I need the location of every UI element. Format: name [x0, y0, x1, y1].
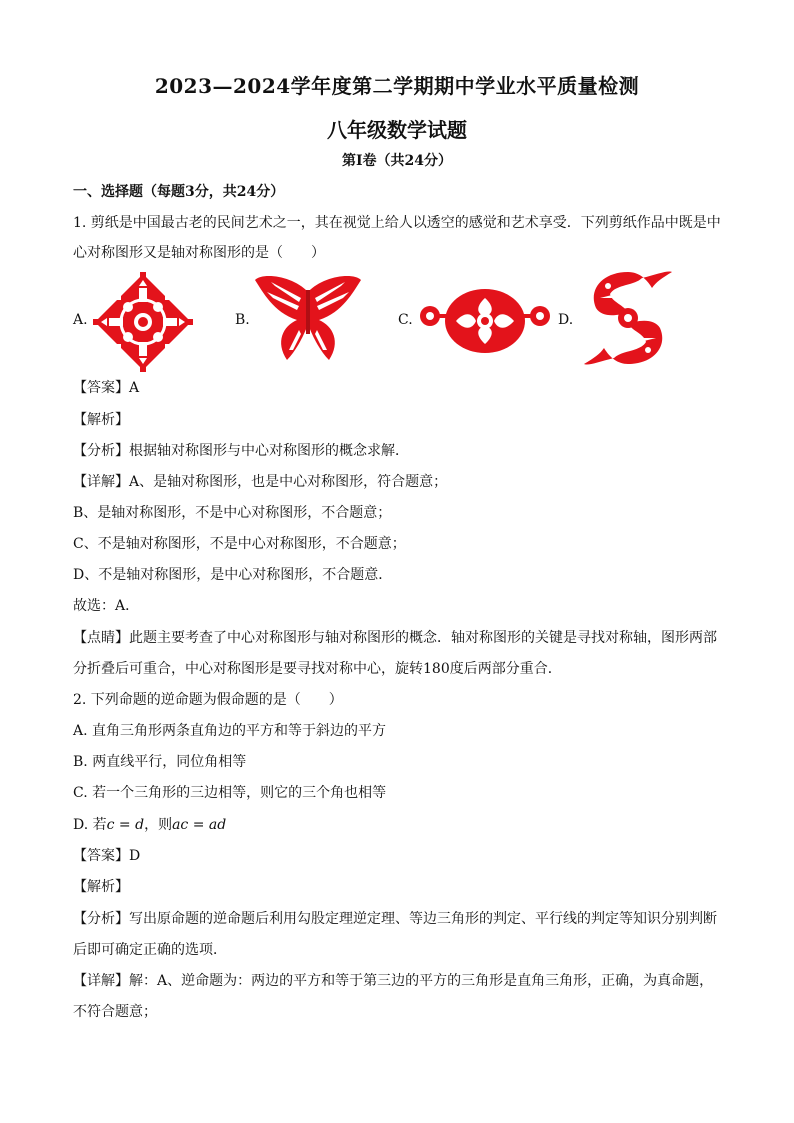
q1-dianjing-line1: 【点睛】此题主要考查了中心对称图形与轴对称图形的概念．轴对称图形的关键是寻找对称轴，图形两部: [73, 630, 717, 646]
q1-stem-line1: 1. 剪纸是中国最古老的民间艺术之一，其在视觉上给人以透空的感觉和艺术享受．下列剪纸作品中既是中: [73, 215, 721, 231]
q2-stem: 2. 下列命题的逆命题为假命题的是（ ）: [73, 692, 343, 708]
option-label: B.: [235, 312, 250, 328]
q1-option-a: [73, 268, 203, 370]
q2-option-d-math2: ac = ad: [172, 817, 227, 833]
q1-fenxi: 【分析】根据轴对称图形与中心对称图形的概念求解．: [73, 443, 409, 459]
q2-option-d-mid: ，则: [144, 817, 173, 833]
q2-option-c: C. 若一个三角形的三边相等，则它的三个角也相等: [73, 785, 387, 801]
q2-option-d-math1: c = d: [106, 817, 145, 833]
volume-heading: 第Ⅰ卷（共24分）: [341, 153, 453, 169]
q1-options: [73, 268, 733, 370]
q2-option-d: [73, 815, 733, 835]
option-label: A.: [73, 312, 88, 328]
q1-b-line: B、是轴对称图形，不是中心对称图形，不合题意；: [73, 505, 392, 521]
butterfly-papercut-icon: [253, 272, 363, 366]
q2-option-b: B. 两直线平行，同位角相等: [73, 754, 247, 770]
q2-xiangjie-line1: 【详解】解：A、逆命题为：两边的平方和等于第三边的平方的三角形是直角三角形，正确，为真命题，: [73, 973, 714, 989]
q2-answer: 【答案】D: [73, 848, 141, 864]
q1-option-d: [558, 268, 733, 370]
exam-subtitle: 八年级数学试题: [327, 118, 467, 142]
option-label: C.: [398, 312, 413, 328]
exam-title: 2023—2024学年度第二学期期中学业水平质量检测: [154, 74, 640, 98]
q2-analysis-label: 【解析】: [73, 879, 129, 895]
snowflake-papercut-icon: [93, 272, 193, 372]
q1-answer: 【答案】A: [73, 380, 140, 396]
q1-analysis-label: 【解析】: [73, 412, 129, 428]
q1-option-b: [235, 268, 375, 370]
q2-option-d-prefix: D. 若: [73, 817, 107, 833]
q1-option-c: [398, 268, 558, 370]
q1-dianjing-line2: 分折叠后可重合，中心对称图形是要寻找对称中心，旋转180度后两部分重合．: [73, 661, 562, 677]
q1-d-line: D、不是轴对称图形，是中心对称图形，不合题意．: [73, 567, 393, 583]
q1-stem-line2: 心对称图形又是轴对称图形的是（ ）: [73, 245, 325, 261]
section-heading: 一、选择题（每题3分，共24分）: [73, 184, 285, 200]
q1-xiangjie: 【详解】A、是轴对称图形，也是中心对称图形，符合题意；: [73, 474, 448, 490]
q2-fenxi-line1: 【分析】写出原命题的逆命题后利用勾股定理逆定理、等边三角形的判定、平行线的判定等知识分别判断: [73, 911, 717, 927]
q1-c-line: C、不是轴对称图形，不是中心对称图形，不合题意；: [73, 536, 406, 552]
q2-option-a: A. 直角三角形两条直角边的平方和等于斜边的平方: [73, 723, 387, 739]
q2-fenxi-line2: 后即可确定正确的选项．: [73, 942, 227, 958]
flower-papercut-icon: [418, 286, 552, 356]
fish-papercut-icon: [582, 268, 674, 368]
q2-xiangjie-line2: 不符合题意；: [73, 1004, 157, 1020]
q1-choose: 故选：A．: [73, 598, 140, 614]
option-label: D.: [558, 312, 574, 328]
